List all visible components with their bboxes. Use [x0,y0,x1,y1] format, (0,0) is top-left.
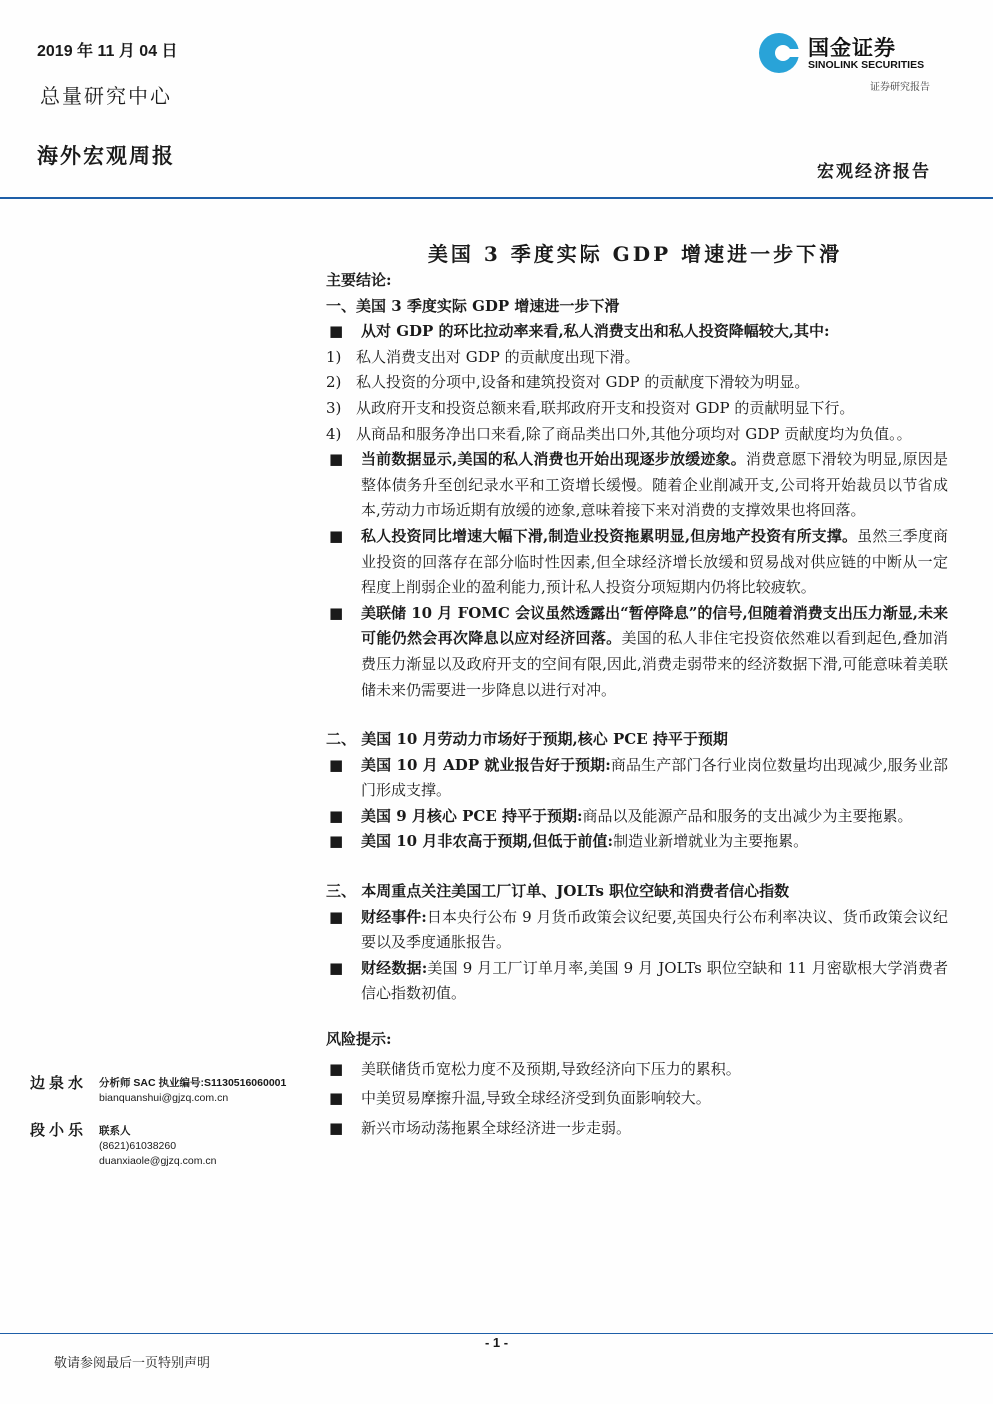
report-series-name: 海外宏观周报 [37,143,175,168]
report-date: 2019 年 11 月 04 日 [37,43,178,60]
company-logo [756,30,946,76]
section-2-bullet-1: ■ 美国 10 月 ADP 就业报告好于预期:商品生产部门各行业岗位数量均出现减少,服务业部门形成支撑。 [326,753,948,804]
list-item: 1) 私人消费支出对 GDP 的贡献度出现下滑。 [326,347,640,366]
author-email-link[interactable]: bianquanshui@gjzq.com.cn [99,1092,229,1104]
list-item: 2) 私人投资的分项中,设备和建筑投资对 GDP 的贡献度下滑较为明显。 [326,373,810,392]
report-category: 宏观经济报告 [817,162,931,182]
logo-subtitle: 证券研究报告 [870,82,930,93]
bullet-square-icon: ■ [329,958,344,977]
bullet-square-icon: ■ [329,603,344,622]
logo-chinese-text: 国金证券 [808,36,896,60]
bullet-square-icon: ■ [329,526,344,545]
department: 总量研究中心 [40,84,172,108]
section-1-bullet-1: ■ 从对 GDP 的环比拉动率来看,私人消费支出和私人投资降幅较大,其中: [326,319,948,345]
header-divider [0,197,993,199]
footer-divider [0,1333,993,1334]
bullet-square-icon: ■ [329,806,344,825]
risk-item-1: ■ 美联储货币宽松力度不及预期,导致经济向下压力的累积。 [326,1057,948,1083]
bullet-square-icon: ■ [329,907,344,926]
section-1-bullet-4: ■ 美联储 10 月 FOMC 会议虽然透露出“暂停降息”的信号,但随着消费支出压力渐显,未来可能仍然会再次降息以应对经济回落。美国的私人非住宅投资依然难以看到起色,叠加消费压力渐显以及政府开支的空间有限,因此,消费走弱带来的经济数据下滑,可能意味着美联储未来仍需要进一步降息以进行对冲。 [326,601,948,703]
section-1-bullet-2: ■ 当前数据显示,美国的私人消费也开始出现逐步放缓迹象。消费意愿下滑较为明显,原因是整体债务升至创纪录水平和工资增长缓慢。随着企业削减开支,公司将开始裁员以节省成本,劳动力市场近期有放缓的迹象,意味着接下来对消费的支撑效果也将回落。 [326,447,948,524]
bullet-square-icon: ■ [329,322,344,341]
footer-disclaimer: 敬请参阅最后一页特别声明 [54,1356,211,1371]
risk-heading: 风险提示: [326,1030,392,1049]
contact-email-link[interactable]: duanxiaole@gjzq.com.cn [99,1155,217,1167]
bullet-square-icon: ■ [329,450,344,469]
section-1-bullet-3: ■ 私人投资同比增速大幅下滑,制造业投资拖累明显,但房地产投资有所支撑。虽然三季度商业投资的回落存在部分临时性因素,但全球经济增长放缓和贸易战对供应链的中断从一定程度上削弱企业的盈利能力,预计私人投资分项短期内仍将比较疲软。 [326,524,948,601]
bullet-square-icon: ■ [329,1118,344,1137]
section-1-heading: 一、美国 3 季度实际 GDP 增速进一步下滑 [326,296,620,315]
section-2-heading: 二、 美国 10 月劳动力市场好于预期,核心 PCE 持平于预期 [326,730,728,749]
risk-item-2: ■ 中美贸易摩擦升温,导致全球经济受到负面影响较大。 [326,1086,948,1112]
report-title: 美国 3 季度实际 GDP 增速进一步下滑 [427,242,843,266]
bullet-square-icon: ■ [329,755,344,774]
bullet-square-icon: ■ [329,1059,344,1078]
list-item: 4) 从商品和服务净出口来看,除了商品类出口外,其他分项均对 GDP 贡献度均为负值。。 [326,424,912,443]
bullet-square-icon: ■ [329,1089,344,1108]
section-2-bullet-3: ■ 美国 10 月非农高于预期,但低于前值:制造业新增就业为主要拖累。 [326,829,948,855]
logo-english-text: SINOLINK SECURITIES [808,59,925,71]
risk-item-3: ■ 新兴市场动荡拖累全球经济进一步走弱。 [326,1116,948,1142]
summary-label: 主要结论: [326,271,392,289]
bullet-square-icon: ■ [329,832,344,851]
section-3-bullet-2: ■ 财经数据:美国 9 月工厂订单月率,美国 9 月 JOLTs 职位空缺和 11 月密歇根大学消费者信心指数初值。 [326,956,948,1007]
author-name: 边泉水 [30,1074,88,1092]
section-3-heading: 三、 本周重点关注美国工厂订单、JOLTs 职位空缺和消费者信心指数 [326,882,790,901]
page-number: - 1 - [484,1335,509,1350]
sinolink-logo-icon [756,30,802,76]
main-content [326,268,948,1141]
contact-name: 段小乐 [30,1121,88,1139]
section-3-bullet-1: ■ 财经事件:日本央行公布 9 月货币政策会议纪要,英国央行公布利率决议、货币政策会议纪要以及季度通胀报告。 [326,905,948,956]
author-info: 分析师 SAC 执业编号:S1130516060001 bianquanshui@gjzq.com.cn [99,1077,287,1104]
section-2-bullet-2: ■ 美国 9 月核心 PCE 持平于预期:商品以及能源产品和服务的支出减少为主要拖累。 [326,804,948,830]
list-item: 3) 从政府开支和投资总额来看,联邦政府开支和投资对 GDP 的贡献明显下行。 [326,398,855,417]
contact-info: 联系人 (8621)61038260 duanxiaole@gjzq.com.cn [99,1125,217,1167]
